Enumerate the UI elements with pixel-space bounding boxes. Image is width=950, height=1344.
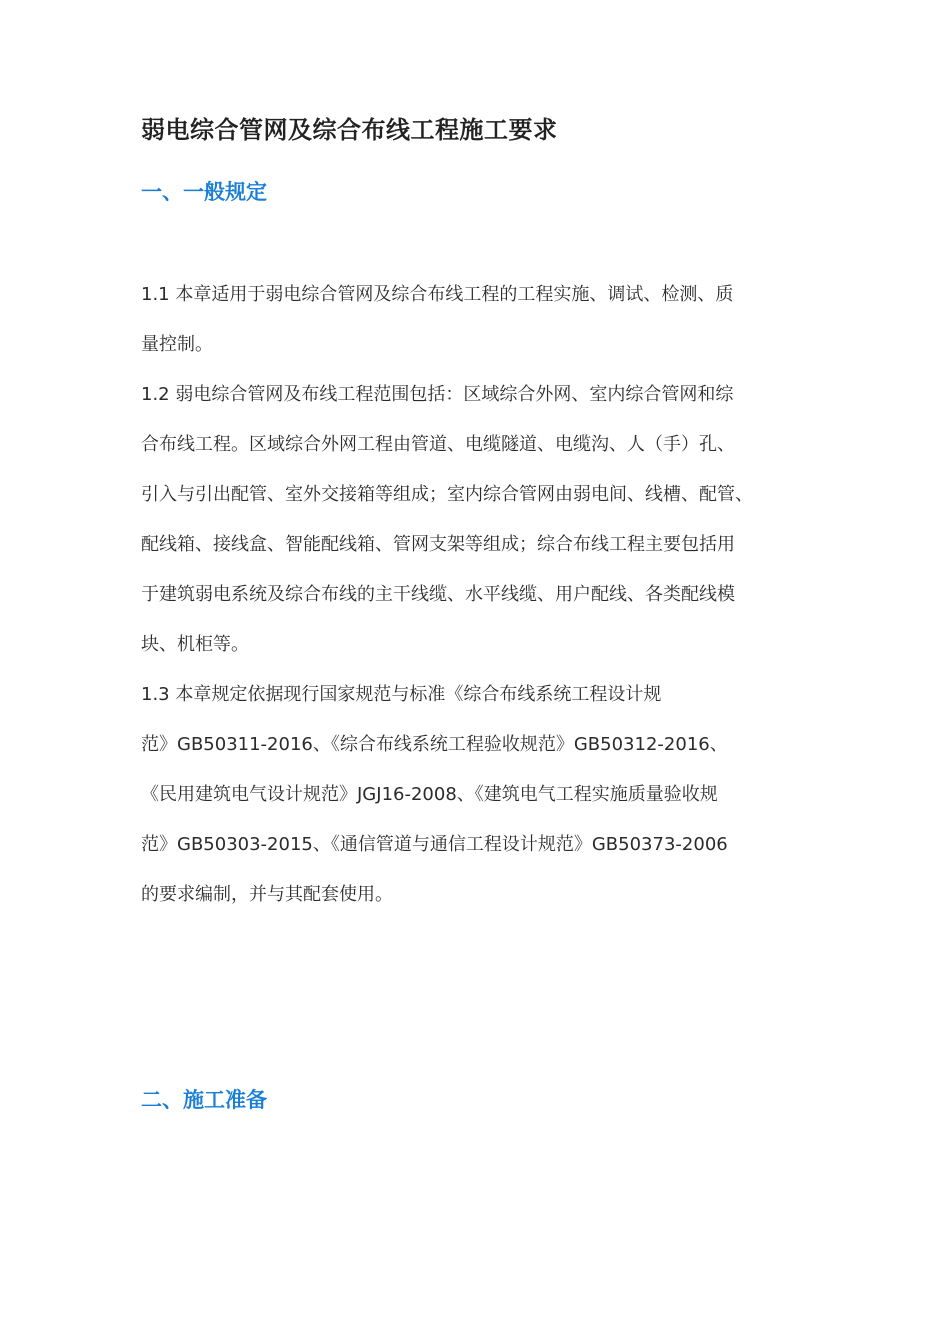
paragraph-line: 的要求编制，并与其配套使用。 — [141, 884, 393, 905]
section-heading-general-provisions: 一、一般规定 — [141, 180, 267, 204]
paragraph-line: 范》GB50311-2016、《综合布线系统工程验收规范》GB50312-2016、 — [141, 734, 728, 755]
paragraph-line: 量控制。 — [141, 334, 213, 355]
paragraph-line: 1.1 本章适用于弱电综合管网及综合布线工程的工程实施、调试、检测、质 — [141, 284, 734, 305]
paragraph-line: 引入与引出配管、室外交接箱等组成；室内综合管网由弱电间、线槽、配管、 — [141, 484, 753, 505]
paragraph-line: 配线箱、接线盒、智能配线箱、管网支架等组成；综合布线工程主要包括用 — [141, 534, 735, 555]
document-title: 弱电综合管网及综合布线工程施工要求 — [141, 116, 558, 144]
paragraph-line: 范》GB50303-2015、《通信管道与通信工程设计规范》GB50373-2006 — [141, 834, 728, 855]
paragraph-line: 合布线工程。区域综合外网工程由管道、电缆隧道、电缆沟、人（手）孔、 — [141, 434, 735, 455]
paragraph-line: 块、机柜等。 — [141, 634, 249, 655]
section-heading-construction-preparation: 二、施工准备 — [141, 1088, 267, 1112]
paragraph-line: 于建筑弱电系统及综合布线的主干线缆、水平线缆、用户配线、各类配线模 — [141, 584, 735, 605]
paragraph-line: 《民用建筑电气设计规范》JGJ16-2008、《建筑电气工程实施质量验收规 — [141, 784, 718, 805]
paragraph-line: 1.3 本章规定依据现行国家规范与标准《综合布线系统工程设计规 — [141, 684, 662, 705]
paragraph-line: 1.2 弱电综合管网及布线工程范围包括：区域综合外网、室内综合管网和综 — [141, 384, 734, 405]
